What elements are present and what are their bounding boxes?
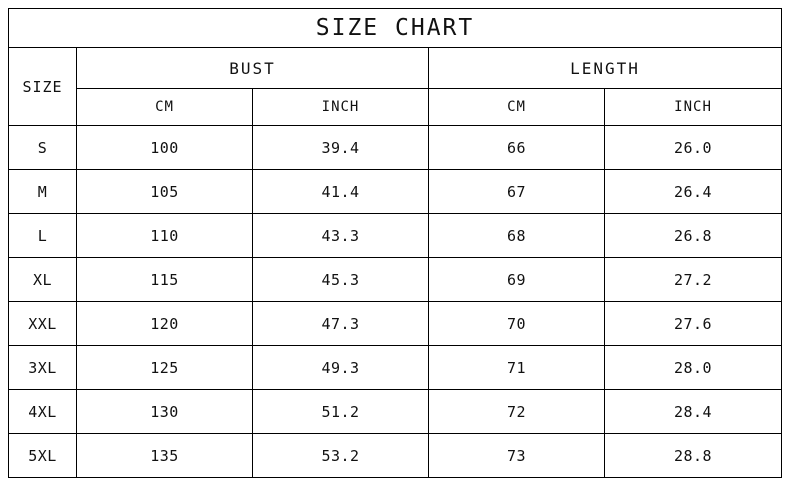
table-row [9, 214, 782, 258]
title-row [9, 9, 782, 48]
cell-length-cm: 67 [429, 170, 605, 214]
column-header-bust-cm: CM [77, 89, 253, 126]
column-group-bust: BUST [77, 48, 429, 89]
cell-length-cm: 69 [429, 258, 605, 302]
cell-length-cm: 72 [429, 390, 605, 434]
table-row [9, 390, 782, 434]
cell-bust-cm: 110 [77, 214, 253, 258]
cell-length-inch: 27.2 [605, 258, 782, 302]
cell-length-cm: 71 [429, 346, 605, 390]
table-row [9, 302, 782, 346]
page-title: SIZE CHART [9, 9, 782, 48]
cell-size: L [9, 214, 77, 258]
cell-length-inch: 28.8 [605, 434, 782, 478]
column-header-bust-inch: INCH [253, 89, 429, 126]
cell-length-cm: 68 [429, 214, 605, 258]
column-header-size: SIZE [9, 48, 77, 126]
cell-bust-cm: 100 [77, 126, 253, 170]
cell-size: M [9, 170, 77, 214]
group-header-row [9, 48, 782, 89]
table-row [9, 346, 782, 390]
cell-size: 3XL [9, 346, 77, 390]
table-row [9, 258, 782, 302]
cell-length-inch: 28.0 [605, 346, 782, 390]
cell-bust-cm: 125 [77, 346, 253, 390]
cell-bust-inch: 47.3 [253, 302, 429, 346]
cell-bust-cm: 105 [77, 170, 253, 214]
cell-length-inch: 27.6 [605, 302, 782, 346]
cell-bust-inch: 49.3 [253, 346, 429, 390]
cell-length-inch: 26.8 [605, 214, 782, 258]
table-row [9, 434, 782, 478]
cell-bust-cm: 135 [77, 434, 253, 478]
cell-bust-inch: 43.3 [253, 214, 429, 258]
cell-size: 4XL [9, 390, 77, 434]
column-group-length: LENGTH [429, 48, 782, 89]
cell-size: 5XL [9, 434, 77, 478]
cell-bust-cm: 120 [77, 302, 253, 346]
cell-bust-inch: 45.3 [253, 258, 429, 302]
unit-header-row [9, 89, 782, 126]
table-row [9, 126, 782, 170]
cell-bust-inch: 51.2 [253, 390, 429, 434]
cell-length-inch: 26.4 [605, 170, 782, 214]
cell-length-cm: 66 [429, 126, 605, 170]
cell-bust-inch: 41.4 [253, 170, 429, 214]
cell-length-cm: 73 [429, 434, 605, 478]
cell-length-inch: 28.4 [605, 390, 782, 434]
size-chart-table [8, 8, 782, 478]
cell-size: S [9, 126, 77, 170]
column-header-length-inch: INCH [605, 89, 782, 126]
column-header-length-cm: CM [429, 89, 605, 126]
cell-bust-inch: 53.2 [253, 434, 429, 478]
cell-size: XXL [9, 302, 77, 346]
cell-bust-cm: 130 [77, 390, 253, 434]
cell-size: XL [9, 258, 77, 302]
cell-bust-cm: 115 [77, 258, 253, 302]
table-row [9, 170, 782, 214]
cell-length-inch: 26.0 [605, 126, 782, 170]
cell-length-cm: 70 [429, 302, 605, 346]
cell-bust-inch: 39.4 [253, 126, 429, 170]
